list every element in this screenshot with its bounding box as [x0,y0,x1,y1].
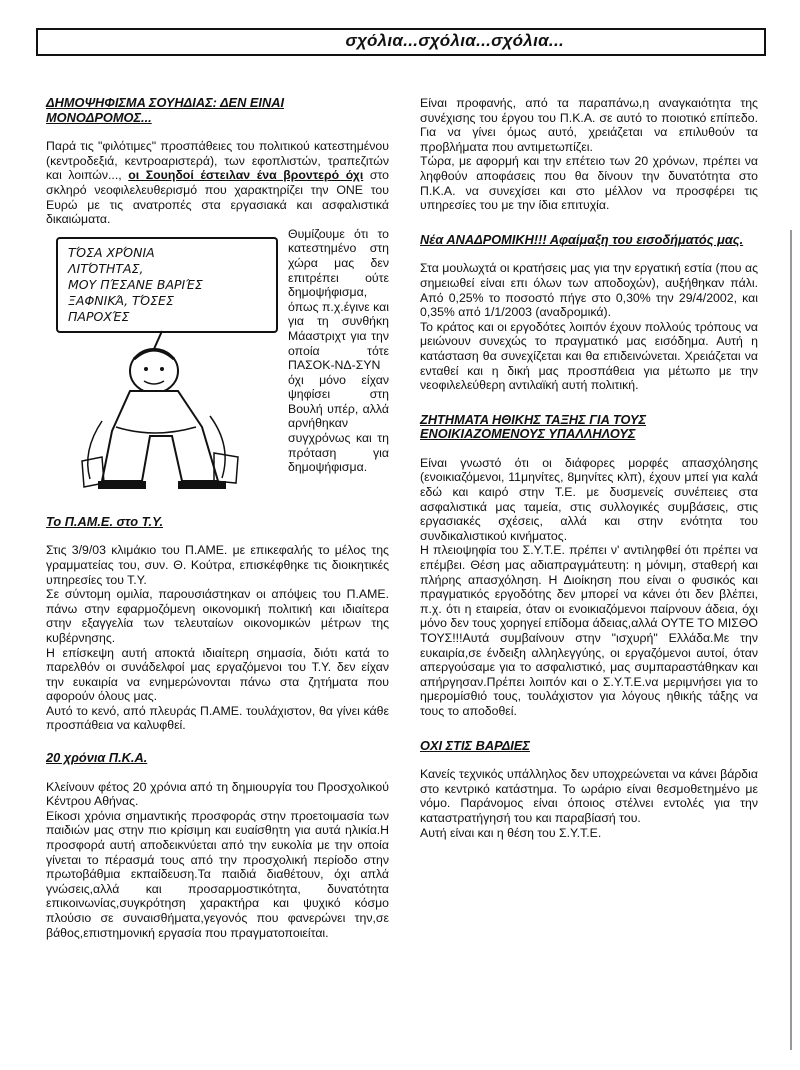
article-referendum [46,96,389,505]
paragraph-retroactive-1: Στα μουλωχτά οι κρατήσεις μας για την εργατική εστία (που ας σημειωθεί είναι επι όλων των αποδοχών), αυξήθηκαν πάλι. Από 0,25% το ποσοστό πήγε στο 0,30% την 29/4/2002, και 0,35% από 1/1/2003 (αναδρομικά). [420,261,758,320]
banner-title: σχόλια...σχόλια...σχόλια... [345,31,564,50]
bubble-line: ΛΙΤΌΤΗΤΑΣ, [68,260,144,276]
article-pame [46,515,389,733]
cartoon-figure [46,231,282,501]
article-pka [46,751,389,940]
heading-pka: 20 χρόνια Π.Κ.Α. [46,750,148,766]
paragraph-reminder: Θυμίζουμε ότι το κατεστημένο στη χώρα μας δεν επιτρέπει ούτε δημοψήφισμα, όπως π.χ.έγινε και για τη συνθήκη Μάαστριχτ για την οποία τότε ΠΑΣΟΚ-ΝΔ-ΣΥΝ όχι μόνο είχαν ψηφίσει στη Βουλή υπέρ, αλλά αρνήθηκαν συγχρόνως και τη πρόταση για δημοψήφισμα. [288,226,389,475]
page-edge-line [790,230,792,1050]
bubble-line: ΠΑΡΟΧΈΣ [68,308,130,324]
left-column [46,96,389,940]
paragraph-rented-2: Η πλειοψηφία του Σ.Υ.Τ.Ε. πρέπει ν' αντιληφθεί ότι πρέπει να επέμβει. Θέση μας αδιαπραγμάτευτη: η μόνιμη, σταθερή και πλήρης απασχόληση. Η Διοίκηση που είναι ο φυσικός και πραγματικός εργοδότης δεν μπορεί να κάνει ότι δεν βλέπει, π.χ. ότι η εταιρεία, όταν οι ενοικιαζόμενοι παίρνουν άδεια, όχι μόνο δεν τους χορηγεί επίδομα άδειας,αλλά ΟΥΤΕ ΤΟ ΜΙΣΘΟ ΤΟΥΣ!!!Αυτά συμβαίνουν στην "ισχυρή" Ελλάδα.Με την ευκαιρία,σε ένδειξη αλληλεγγύης, οι εργαζόμενοι αυτοί, όταν απεργούσαμε για το ασφαλιστικό, μας συμπαραστάθηκαν και απήργησαν.Πρέπει λοιπόν και ο Σ.Υ.Τ.Ε.να μεριμνήσει για το ημερομίσθιό τους, τουλάχιστον για λόγους ηθικής τάξης να τους το αποδοθεί. [420,543,758,718]
heading-rented-employees: ΖΗΤΗΜΑΤΑ ΗΘΙΚΗΣ ΤΑΞΗΣ ΓΙΑ ΤΟΥΣ ΕΝΟΙΚΙΑΖΟΜΕΝΟΥΣ ΥΠΑΛΛΗΛΟΥΣ [420,411,647,442]
emphasis-text: οι Σουηδοί έστειλαν ένα βροντερό όχι [128,168,364,183]
paragraph-rented-1: Είναι γνωστό ότι οι διάφορες μορφές απασχόλησης (ενοικιαζόμενοι, 11μηνίτες, 8μηνίτες κλπ), έχουν μπεί για καλά εδώ και καιρό στην Τ.Ε. με δυσμενείς συνέπειες στα ασφαλιστικά μας ταμεία, στις συλλογικές συμβάσεις, στις εργασιακές σχέσεις, αλλά και στην ενότητα του συνδικαλιστικού κινήματος. [420,455,758,543]
paragraph-no-shifts-2: Αυτή είναι και η θέση του Σ.Υ.Τ.Ε. [420,825,602,840]
paragraph-pka-1: Κλείνουν φέτος 20 χρόνια από τη δημιουργία του Προσχολικού Κέντρου Αθήνας. [46,779,389,809]
paragraph-no-shifts-1: Κανείς τεχνικός υπάλληλος δεν υποχρεώνεται να κάνει βάρδια στο κεντρικό κατάστημα. Το ωράριο είναι θεσμοθετημένο με νόμο. Παράνομος είναι όποιος στέλνει εντολές για την καταστρατήγησή του και παραβίασή του. [420,767,758,825]
bubble-line: ΤΌΣΑ ΧΡΌΝΙΑ [68,244,155,260]
heading-no-shifts: ΟΧΙ ΣΤΙΣ ΒΑΡΔΙΕΣ [420,737,530,753]
heading-retroactive: Νέα ΑΝΑΔΡΟΜΙΚΗ!!! Αφαίμαξη του εισοδήματός μας. [420,231,744,247]
paragraph-pka-3: Είναι προφανής, από τα παραπάνω,η αναγκαιότητα της συνέχισης του έργου του Π.Κ.Α. σε αυτό το ποιοτικό επίπεδο. Για να γίνει όμως αυτό, χρειάζεται να επιλυθούν τα προβλήματα που αντιμετωπίζει. [420,96,758,154]
paragraph-pame-4: Αυτό το κενό, από πλευράς Π.ΑΜΕ. τουλάχιστον, θα γίνει κάθε προσπάθεια να καλυφθεί. [46,703,389,733]
paragraph-pame-1: Στις 3/9/03 κλιμάκιο του Π.ΑΜΕ. με επικεφαλής το μέλος της γραμματείας του, συν. Θ. Κούτρα, επισκέφθηκε τις διοικητικές υπηρεσίες του Τ.Υ. [46,543,389,587]
heading-referendum: ΔΗΜΟΨΗΦΙΣΜΑ ΣΟΥΗΔΙΑΣ: ΔΕΝ ΕΙΝΑΙ ΜΟΝΟΔΡΟΜΟΣ... [46,95,285,125]
cartoon-drawing [46,231,282,501]
paragraph-pka-4: Τώρα, με αφορμή και την επέτειο των 20 χρόνων, πρέπει να ληφθούν αποφάσεις που θα δίνουν την δυνατότητα στο Π.Κ.Α. να συνεχίσει και στο μέλλον να προσφέρει τις υπηρεσίες του με την ίδια επιτυχία. [420,154,758,213]
paragraph-pame-2: Σε σύντομη ομιλία, παρουσιάστηκαν οι απόψεις του Π.ΑΜΕ. πάνω στην εφαρμοζόμενη οικονομική πολιτική και ιδιαίτερα στην εξαγγελία των τελευταίων οικονομικών μέτρων της κυβέρνησης. [46,587,389,645]
text-span: Παρά τις "φιλότιμες" προσπάθειες του πολιτικού κατεστημένου (κεντροδεξιά, κεντροαριστερά), των εφοπλιστών, τραπεζιτών και λοιπών..., [46,139,389,183]
text-span: στο σκληρό νεοφιλελευθερισμό που χαρακτηρίζει την ΟΝΕ του Ευρώ με τις ανατροπές στα εργασιακά και ασφαλιστικά δικαιώματα. [46,168,389,227]
right-column [420,96,758,840]
bubble-line: ΞΑΦΝΙΚΆ, ΤΌΣΕΣ [68,292,174,308]
header-banner [36,28,766,56]
heading-pame: Το Π.ΑΜ.Ε. στο Τ.Υ. [46,513,164,529]
paragraph-pame-3: Η επίσκεψη αυτή αποκτά ιδιαίτερη σημασία, διότι κατά το παρελθόν οι συνάδελφοί μας εργαζόμενοι του Τ.Υ. δεν είχαν την ευκαιρία να ενημερώνονται πάνω στα ζητήματα που αφορούν όλους μας. [46,645,389,704]
paragraph-retroactive-2: Το κράτος και οι εργοδότες λοιπόν έχουν πολλούς τρόπους να μειώνουν συνεχώς το πραγματικό μας εισόδημα. Αυτή η κατάσταση θα συνεχίζεται και θα επιδεινώνεται. Χρειάζεται να ενταθεί και η δική μας προσπάθεια για μέτωπο με την νεοφιλελεύθερη αντιλαϊκή αυτή πολιτική. [420,319,758,393]
article-no-shifts [420,739,758,841]
article-retroactive [420,233,758,393]
paragraph-pka-2: Είκοσι χρόνια σημαντικής προσφοράς στην προετοιμασία των παιδιών μας στην πιο κρίσιμη και ευαίσθητη για αυτά ηλικία.Η προσφορά αυτή αποδεικνύεται από την ευκολία με την οποία γίνεται το πέρασμά τους από την προσχολική περίοδο στην πρωτοβάθμια εκπαίδευση.Τα παιδιά διαθέτουν, όχι απλά γνώσεις,αλλά και προσαρμοστικότητα, δυνατότητα επικοινωνίας,συγκρότηση χαρακτήρα και ψυχικό κόσμο πλούσιο σε συναισθήματα,γεγονός που φανερώνει την,σε βάθος,επιστημονική εργασία που πραγματοποιείται. [46,808,389,940]
bubble-line: ΜΟΥ ΠΈΣΑΝΕ ΒΑΡΙΈΣ [68,276,203,292]
paragraph-referendum [46,139,389,227]
article-pka-continued [420,96,758,213]
article-rented-employees [420,413,758,719]
